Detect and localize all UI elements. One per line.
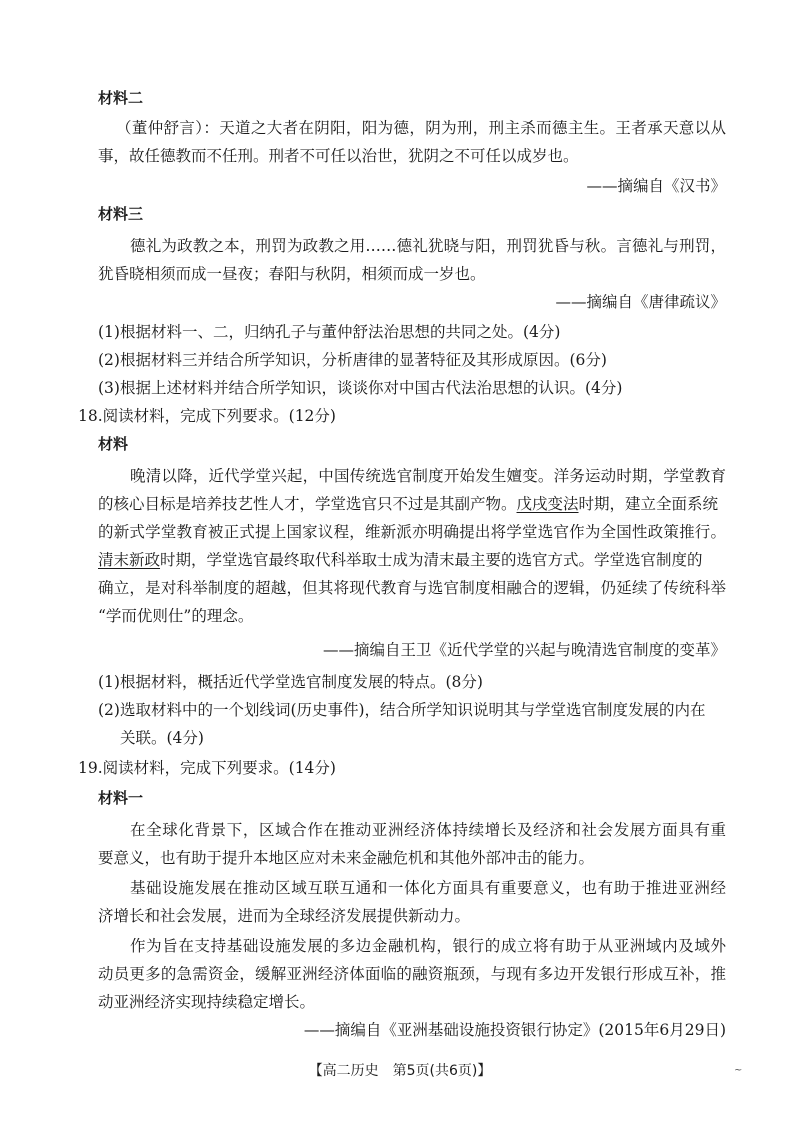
material-2-heading: 材料二 (98, 89, 144, 107)
q19-p3-line-2: 动员更多的急需资金，缓解亚洲经济体面临的融资瓶颈，与现有多边开发银行形成互补，推 (98, 965, 726, 983)
page-footer: 【高二历史 第5页(共6页)】 (308, 1063, 492, 1079)
material-2-line-1: （董仲舒言）：天道之大者在阴阳，阳为德，阴为刑，刑主杀而德主生。王者承天意以从 (116, 119, 726, 137)
q18-material-line-6: “学而优则仕”的理念。 (98, 607, 254, 625)
q18-source: ——摘编自王卫《近代学堂的兴起与晚清选官制度的变革》 (322, 641, 726, 659)
underlined-event-wuxu: 戊戌变法 (516, 495, 579, 513)
q18-line-4-rest: 时期，学堂选官最终取代科举取士成为清末最主要的选官方式。学堂选官制度的 (160, 551, 703, 569)
q18-line-2-rest: 时期，建立全面系统 (578, 495, 719, 513)
q18-title: 18.阅读材料，完成下列要求。(12分) (78, 407, 336, 425)
q18-material-line-3: 的新式学堂教育被正式提上国家议程，维新派亦明确提出将学堂选官作为全国性政策推行。 (98, 523, 726, 541)
q18-material-line-4 (98, 550, 726, 570)
material-3-line-1: 德礼为政教之本，刑罚为政教之用……德礼犹晓与阳，刑罚犹昏与秋。言德礼与刑罚， (130, 237, 726, 255)
material-2-source: ——摘编自《汉书》 (586, 177, 726, 195)
q19-p1-line-2: 要意义，也有助于提升本地区应对未来金融危机和其他外部冲击的能力。 (98, 849, 595, 867)
scan-mark: ~ (734, 1065, 743, 1076)
q19-p3-line-1: 作为旨在支持基础设施发展的多边金融机构，银行的成立将有助于从亚洲域内及域外 (130, 937, 726, 955)
q19-p3-line-3: 动亚洲经济实现持续稳定增长。 (98, 993, 316, 1011)
q18-line-2-text: 的核心目标是培养技艺性人才，学堂选官只不过是其副产物。 (98, 495, 517, 513)
q18-material-line-5: 确立，是对科举制度的超越，但其将现代教育与选官制度相融合的逻辑，仍延续了传统科举 (98, 579, 726, 597)
underlined-event-xinzheng: 清末新政 (98, 551, 161, 569)
q19-material-1-heading: 材料一 (98, 789, 144, 807)
q17-part-2: (2)根据材料三并结合所学知识，分析唐律的显著特征及其形成原因。(6分) (98, 351, 607, 369)
q19-p2-line-1: 基础设施发展在推动区域互联互通和一体化方面具有重要意义，也有助于推进亚洲经 (130, 879, 726, 897)
material-2-line-2: 事，故任德教而不任刑。刑者不可任以治世，犹阴之不可任以成岁也。 (98, 147, 579, 165)
q18-material-heading: 材料 (98, 435, 129, 453)
q19-p1-line-1: 在全球化背景下，区域合作在推动亚洲经济体持续增长及经济和社会发展方面具有重 (130, 821, 726, 839)
q19-p2-line-2: 济增长和社会发展，进而为全球经济发展提供新动力。 (98, 907, 471, 925)
q17-part-1: (1)根据材料一、二，归纳孔子与董仲舒法治思想的共同之处。(4分) (98, 323, 561, 341)
material-3-source: ——摘编自《唐律疏议》 (555, 293, 726, 311)
q18-material-line-2 (98, 494, 726, 514)
q18-part-2-line-2: 关联。(4分) (120, 729, 204, 747)
q17-part-3: (3)根据上述材料并结合所学知识，谈谈你对中国古代法治思想的认识。(4分) (98, 379, 623, 397)
q18-part-1: (1)根据材料，概括近代学堂选官制度发展的特点。(8分) (98, 673, 483, 691)
material-3-heading: 材料三 (98, 205, 144, 223)
q19-title: 19.阅读材料，完成下列要求。(14分) (78, 759, 336, 777)
q18-part-2-line-1: (2)选取材料中的一个划线词(历史事件)，结合所学知识说明其与学堂选官制度发展的内在 (98, 701, 706, 719)
q19-source: ——摘编自《亚洲基础设施投资银行协定》(2015年6月29日) (303, 1021, 726, 1039)
material-3-line-2: 犹昏晓相须而成一昼夜；春阳与秋阴，相须而成一岁也。 (98, 265, 486, 283)
q18-material-line-1: 晚清以降，近代学堂兴起，中国传统选官制度开始发生嬗变。洋务运动时期，学堂教育 (130, 467, 726, 485)
